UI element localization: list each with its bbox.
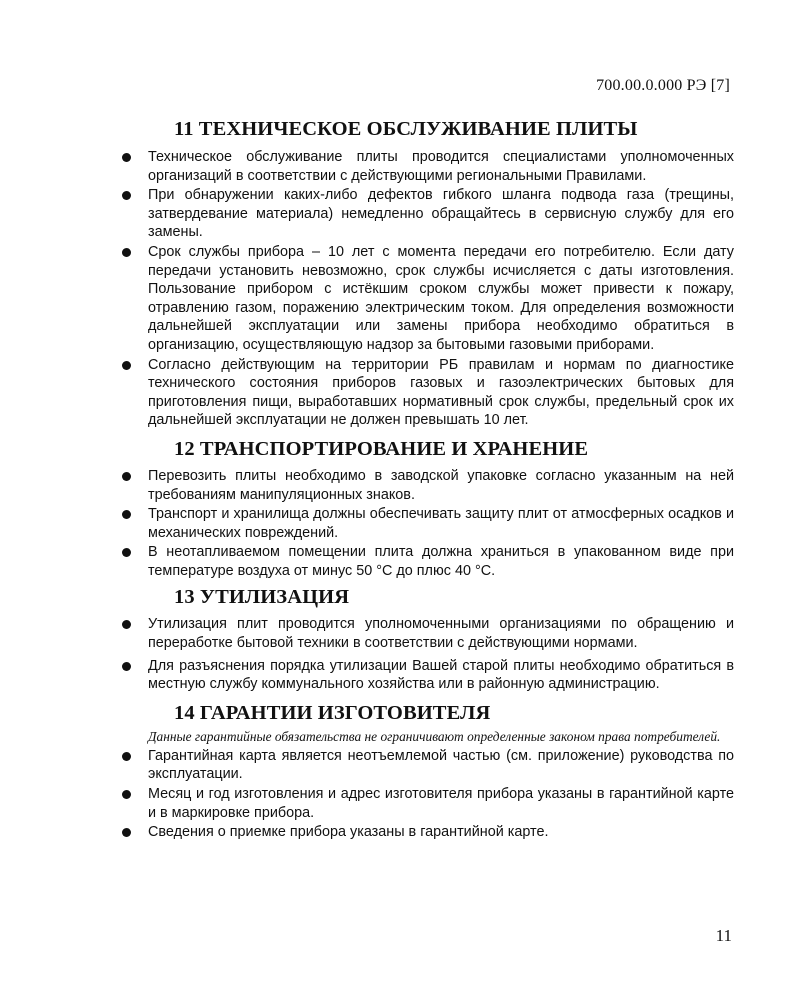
bullet-list bbox=[118, 747, 734, 842]
list-item bbox=[118, 747, 734, 784]
bullet-icon bbox=[122, 752, 131, 761]
bullet-icon bbox=[122, 510, 131, 519]
list-item bbox=[118, 186, 734, 242]
section-title: 12 ТРАНСПОРТИРОВАНИЕ И ХРАНЕНИЕ bbox=[174, 437, 589, 460]
list-item bbox=[118, 467, 734, 504]
section-title: 11 ТЕХНИЧЕСКОЕ ОБСЛУЖИВАНИЕ ПЛИТЫ bbox=[174, 118, 638, 140]
list-item bbox=[118, 505, 734, 542]
bullet-icon bbox=[122, 790, 131, 799]
list-item bbox=[118, 823, 734, 842]
list-item-text: Техническое обслуживание плиты проводится специалистами уполномоченных организаций в соответствии с действующими региональными Правилами. bbox=[148, 149, 734, 184]
bullet-icon bbox=[122, 620, 131, 629]
list-item-text: Гарантийная карта является неотъемлемой частью (см. приложение) руководства по эксплуатации. bbox=[148, 747, 734, 783]
bullet-icon bbox=[122, 248, 131, 257]
bullet-list bbox=[118, 467, 734, 581]
bullet-icon bbox=[122, 828, 131, 837]
list-item-text: Срок службы прибора – 10 лет с момента передачи его потребителю. Если дату передачи установить невозможно, срок службы исчисляется с даты изготовления. Пользование прибором с истёкшим сроком службы может привести к пожару, отравлению газом, поражению электрическим током. Для определения возможности дальнейшей эксплуатации или замены прибора необходимо обратиться в организацию, осуществляющую надзор за бытовыми газовыми приборами. bbox=[148, 243, 734, 353]
bullet-list bbox=[118, 148, 734, 430]
document-code: 700.00.0.000 РЭ [7] bbox=[596, 77, 730, 94]
list-item-text: Утилизация плит проводится уполномоченными организациями по обращению и переработке бытовой техники в соответствии с действующими нормами. bbox=[148, 616, 734, 652]
list-item-text: В неотапливаемом помещении плита должна храниться в упакованном виде при температуре воздуха от минус 50 °С до плюс 40 °С. bbox=[148, 544, 734, 579]
list-item-text: Транспорт и хранилища должны обеспечивать защиту плит от атмосферных осадков и механических повреждений. bbox=[148, 506, 734, 541]
list-item bbox=[118, 356, 734, 430]
section-maintenance bbox=[118, 116, 734, 430]
list-item bbox=[118, 785, 734, 822]
bullet-icon bbox=[122, 472, 131, 481]
bullet-icon bbox=[122, 361, 131, 370]
section-transport-storage bbox=[118, 436, 734, 581]
list-item-text: Согласно действующим на территории РБ правилам и нормам по диагностике технического состояния приборов газовых и газоэлектрических бытовых для приготовления пищи, выработавших нормативный срок службы, предельный срок их дальнейшей эксплуатации не должен превышать 10 лет. bbox=[148, 356, 734, 429]
list-item bbox=[118, 243, 734, 355]
section-disposal bbox=[118, 584, 734, 693]
list-item-text: Перевозить плиты необходимо в заводской упаковке согласно указанным на ней требованиям манипуляционных знаков. bbox=[148, 467, 734, 503]
page-number: 11 bbox=[715, 926, 732, 945]
list-item-text: Для разъяснения порядка утилизации Вашей старой плиты необходимо обратиться в местную службу коммунального хозяйства или в районную администрацию. bbox=[148, 657, 734, 693]
bullet-icon bbox=[122, 548, 131, 557]
section-warranty bbox=[118, 700, 734, 842]
bullet-list bbox=[118, 615, 734, 693]
section-title: 13 УТИЛИЗАЦИЯ bbox=[174, 586, 350, 609]
list-item bbox=[118, 657, 734, 694]
list-item-text: При обнаружении каких-либо дефектов гибкого шланга подвода газа (трещины, затвердевание материала) немедленно обращайтесь в сервисную службу для его замены. bbox=[148, 187, 734, 241]
warranty-note: Данные гарантийные обязательства не ограничивают определенные законом права потребителей. bbox=[148, 728, 721, 744]
list-item-text: Месяц и год изготовления и адрес изготовителя прибора указаны в гарантийной карте и в маркировке прибора. bbox=[148, 786, 734, 821]
bullet-icon bbox=[122, 191, 131, 200]
list-item bbox=[118, 148, 734, 185]
bullet-icon bbox=[122, 153, 131, 162]
list-item bbox=[118, 615, 734, 652]
list-item bbox=[118, 543, 734, 580]
bullet-icon bbox=[122, 662, 131, 671]
list-item-text: Сведения о приемке прибора указаны в гарантийной карте. bbox=[148, 824, 549, 841]
page-content bbox=[118, 116, 734, 846]
section-title: 14 ГАРАНТИИ ИЗГОТОВИТЕЛЯ bbox=[174, 701, 491, 724]
